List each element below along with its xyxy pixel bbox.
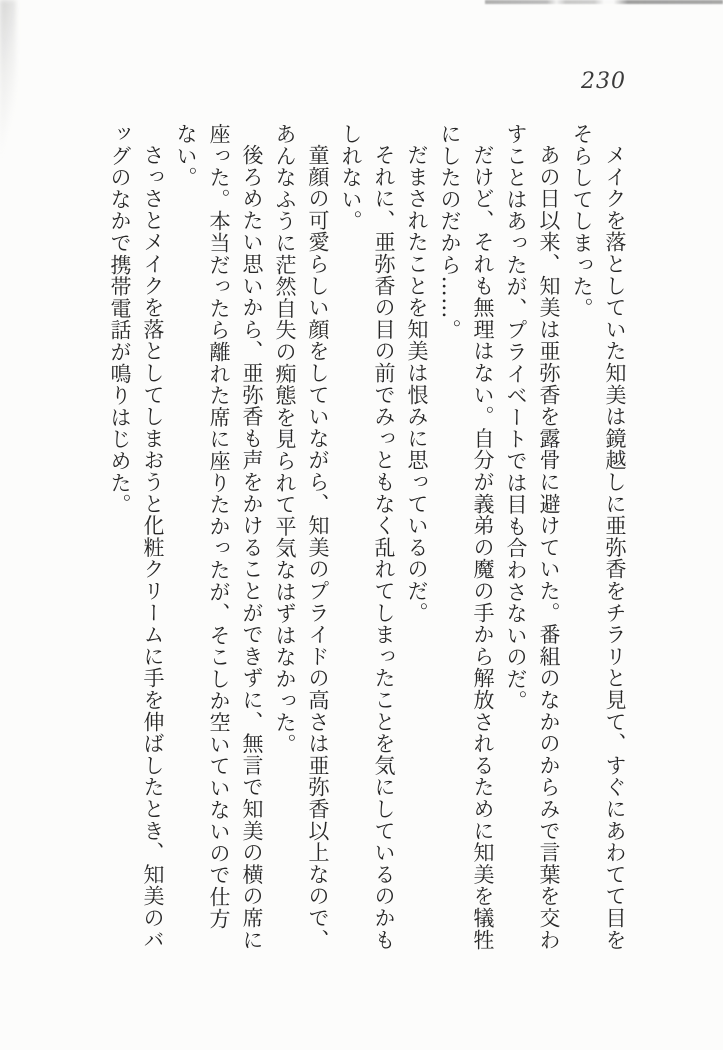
paragraph: だまされたことを知美は恨みに思っているのだ。 bbox=[405, 144, 429, 624]
paragraph: それに、亜弥香の目の前でみっともなく乱れてしまったことを気にしているのかもしれない。 bbox=[339, 123, 396, 951]
page-number: 230 bbox=[581, 69, 626, 94]
paragraph: 童顔の可愛らしい顔をしていながら、知美のプライドの高さは亜弥香以上なので、あんなふうに茫然自失の痴態を見られて平気なはずはなかった。 bbox=[273, 123, 330, 951]
vertical-text-block bbox=[103, 123, 631, 951]
paragraph: 後ろめたい思いから、亜弥香も声をかけることができずに、無言で知美の横の席に座った。本当だったら離れた席に座りたかったが、そこしか空いていないので仕方ない。 bbox=[174, 123, 264, 951]
paragraph: だけど、それも無理はない。自分が義弟の魔の手から解放されるために知美を犠牲にしたのだから……。 bbox=[438, 123, 495, 951]
scan-shadow-top-left-corner bbox=[0, 0, 16, 160]
paragraph: あの日以来、知美は亜弥香を露骨に避けていた。番組のなかのからみで言葉を交わすことはあったが、プライベートでは目も合わさないのだ。 bbox=[504, 123, 561, 951]
scan-artifact-top-edge bbox=[485, 0, 723, 4]
paragraph: メイクを落としていた知美は鏡越しに亜弥香をチラリと見て、すぐにあわてて目をそらしてしまった。 bbox=[570, 123, 627, 951]
paragraph: さっさとメイクを落としてしまおうと化粧クリームに手を伸ばしたとき、知美のバッグのなかで携帯電話が鳴りはじめた。 bbox=[108, 123, 165, 951]
